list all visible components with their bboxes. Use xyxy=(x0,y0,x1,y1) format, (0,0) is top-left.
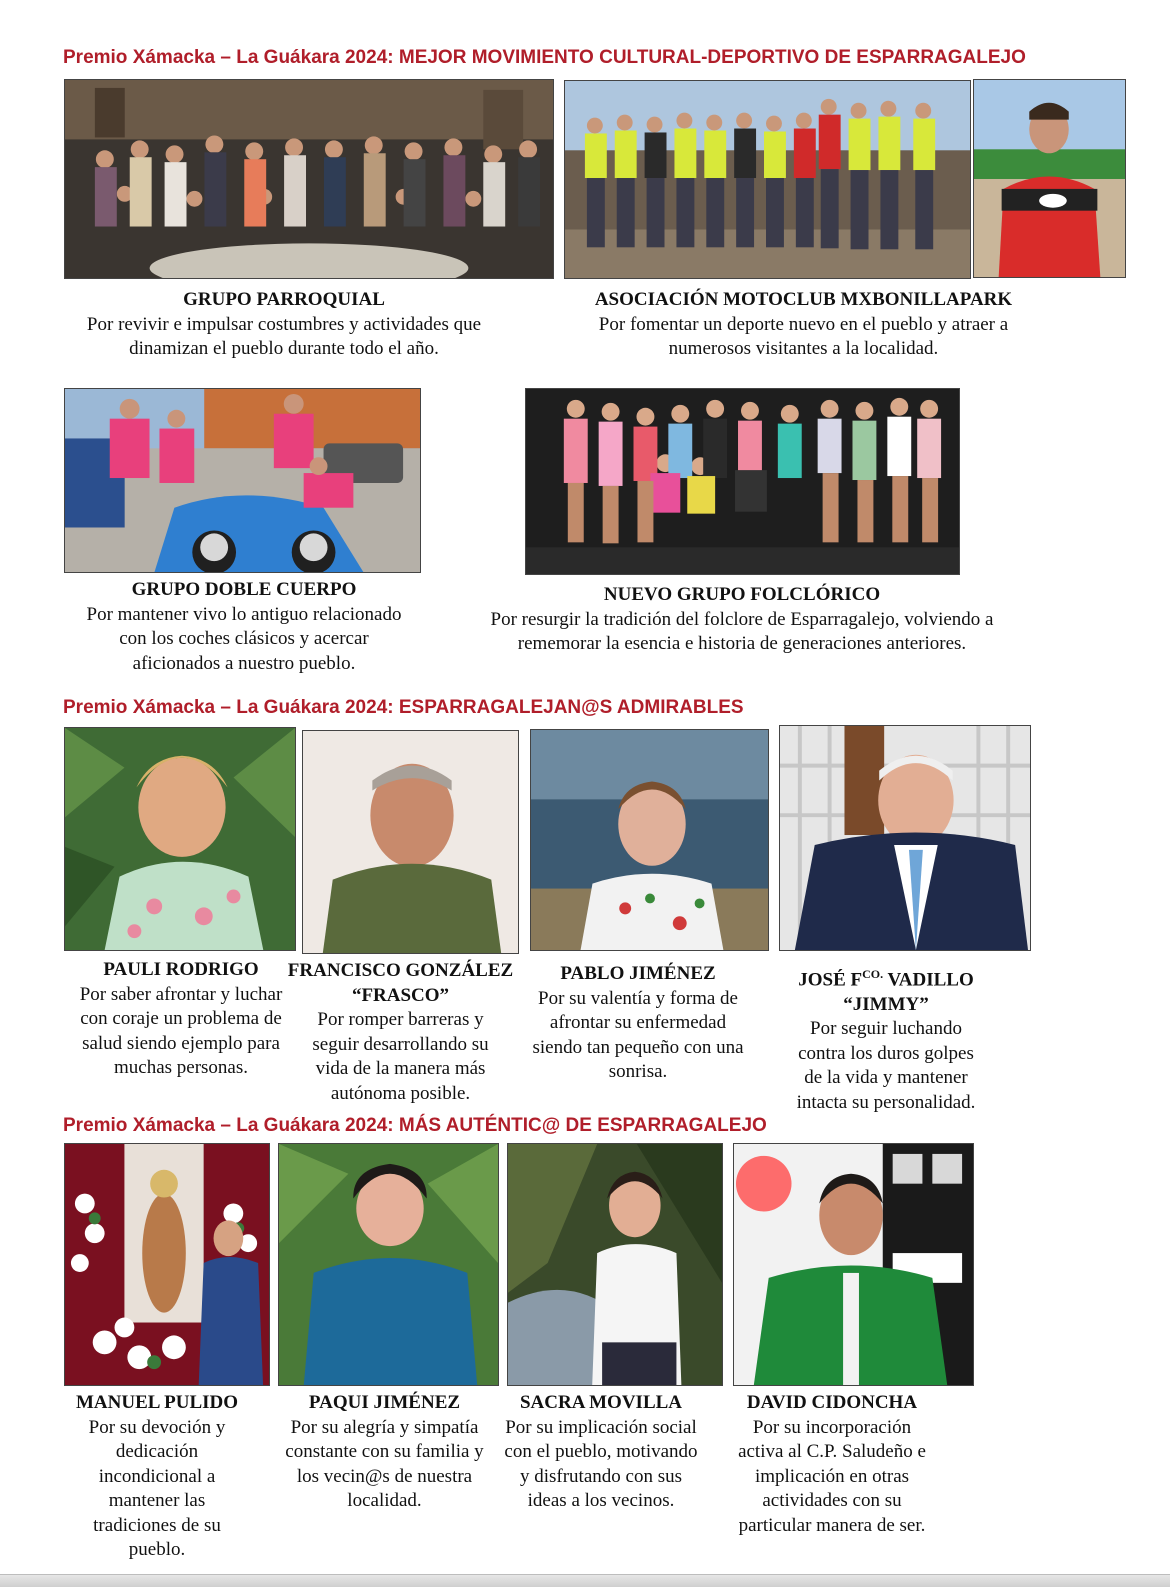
award-name: ASOCIACIÓN MOTOCLUB MXBONILLAPARK xyxy=(594,289,1013,310)
photo-pablo-jimenez xyxy=(530,729,769,951)
photo-grupo-parroquial xyxy=(64,79,554,279)
award-name: MANUEL PULIDO xyxy=(75,1392,239,1413)
award-name-part1: JOSÉ F xyxy=(798,969,863,991)
photo-motoclub-grupo xyxy=(564,80,971,279)
window-bottom-scrollbar[interactable] xyxy=(0,1574,1170,1587)
award-grupo-parroquial xyxy=(64,288,504,362)
award-pablo-jimenez xyxy=(524,962,752,1085)
award-description: Por seguir luchando contra los duros golpes de la vida y mantener intacta su personalidad. xyxy=(796,1018,976,1113)
award-name: PAULI RODRIGO xyxy=(103,959,259,980)
award-name: SACRA MOVILLA xyxy=(519,1392,683,1413)
award-david-cidoncha xyxy=(722,1391,942,1538)
photo-paqui-jimenez xyxy=(278,1143,499,1386)
photo-jose-vadillo xyxy=(779,725,1031,951)
section-title-cultural-deportivo: Premio Xámacka – La Guákara 2024: MEJOR MOVIMIENTO CULTURAL-DEPORTIVO DE ESPARRAGALEJO xyxy=(63,47,1026,68)
photo-manuel-pulido xyxy=(64,1143,270,1386)
award-name-superscript: CO. xyxy=(862,967,884,981)
photo-nuevo-grupo-folclorico xyxy=(525,388,960,575)
award-name: FRANCISCO GONZÁLEZ “FRASCO” xyxy=(287,960,514,1006)
photo-motoclub-piloto xyxy=(973,79,1126,278)
award-description: Por resurgir la tradición del folclore de Esparragalejo, volviendo a rememorar la esencia e historia de generaciones anteriores. xyxy=(490,608,994,654)
award-description: Por mantener vivo lo antiguo relacionado con los coches clásicos y acercar aficionados a nuestro pueblo. xyxy=(86,603,402,674)
award-name: NUEVO GRUPO FOLCLÓRICO xyxy=(603,584,881,605)
award-name: GRUPO DOBLE CUERPO xyxy=(131,579,357,600)
award-description: Por su implicación social con el pueblo, motivando y disfrutando con sus ideas a los vecinos. xyxy=(504,1416,698,1511)
award-doble-cuerpo xyxy=(64,578,424,676)
award-francisco-gonzalez xyxy=(283,959,518,1106)
photo-francisco-gonzalez xyxy=(302,730,519,954)
photo-pauli-rodrigo xyxy=(64,727,296,951)
photo-sacra-movilla xyxy=(507,1143,723,1386)
award-description: Por romper barreras y seguir desarrollando su vida de la manera más autónoma posible. xyxy=(312,1009,489,1104)
award-name xyxy=(770,962,1002,1017)
award-description: Por revivir e impulsar costumbres y actividades que dinamizan el pueblo durante todo el año. xyxy=(86,313,482,359)
award-jose-vadillo xyxy=(770,962,1002,1115)
award-name: DAVID CIDONCHA xyxy=(746,1392,918,1413)
photo-david-cidoncha xyxy=(733,1143,974,1386)
award-description: Por su valentía y forma de afrontar su enfermedad siendo tan pequeño con una sonrisa. xyxy=(532,987,744,1082)
award-name: GRUPO PARROQUIAL xyxy=(183,289,385,310)
photo-grupo-doble-cuerpo xyxy=(64,388,421,573)
award-name: PABLO JIMÉNEZ xyxy=(560,963,716,984)
award-name: PAQUI JIMÉNEZ xyxy=(308,1392,461,1413)
award-motoclub xyxy=(556,288,1051,362)
section-title-admirables: Premio Xámacka – La Guákara 2024: ESPARRAGALEJAN@S ADMIRABLES xyxy=(63,697,744,718)
award-nuevo-grupo-folclorico xyxy=(462,583,1022,657)
award-paqui-jimenez xyxy=(282,1391,487,1514)
award-description: Por su incorporación activa al C.P. Saludeño e implicación en otras actividades con su particular manera de ser. xyxy=(738,1416,926,1536)
award-description: Por su alegría y simpatía constante con su familia y los vecin@s de nuestra localidad. xyxy=(285,1416,484,1511)
award-name-part2: VADILLO “JIMMY” xyxy=(843,969,974,1015)
award-description: Por fomentar un deporte nuevo en el pueblo y atraer a numerosos visitantes a la localidad. xyxy=(598,313,1009,359)
award-sacra-movilla xyxy=(501,1391,701,1514)
award-description: Por saber afrontar y luchar con coraje un problema de salud siendo ejemplo para muchas personas. xyxy=(79,983,283,1078)
award-description: Por su devoción y dedicación incondicional a mantener las tradiciones de su pueblo. xyxy=(88,1416,226,1560)
award-manuel-pulido xyxy=(52,1391,262,1563)
section-title-mas-autentico: Premio Xámacka – La Guákara 2024: MÁS AUTÉNTIC@ DE ESPARRAGALEJO xyxy=(63,1115,767,1136)
award-pauli-rodrigo xyxy=(70,958,292,1081)
